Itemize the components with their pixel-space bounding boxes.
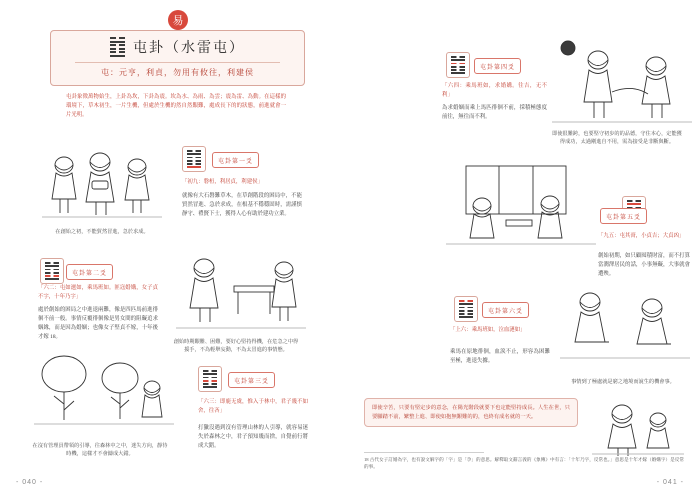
illustration-line6 bbox=[560, 278, 690, 370]
illustration-line2 bbox=[176, 250, 306, 340]
tag-line2: 屯卦第二爻 bbox=[66, 264, 113, 280]
hexagram-glyph-icon bbox=[110, 37, 125, 57]
judgement-line4: 「六四：乘馬班如，求婚媾。往吉，无不利」 bbox=[442, 83, 547, 98]
hexagram-line2-icon bbox=[40, 258, 64, 284]
footnote-18: 18 古代女子訂婚為字，也有說文解字的「字」是「孕」的意思。解釋取文辭言義的《象傳》中有言：「十年乃字，反常也。」意思是十年才嫁（婚媾字）是反常的事。 bbox=[364, 457, 684, 470]
body-line6: 乘馬在原地徘徊，血淚不止，形容為困難至極，進退失據。 bbox=[450, 349, 550, 364]
title-subtitle: 屯：元亨，利貞，勿用有攸往，利建侯 bbox=[101, 68, 254, 77]
body-line2: 處於創始的困局之中進退兩難，像是四匹馬前進徘徊不前一般。事情反覆徘徊像是男女間的阻礙追求姻緣，而是因為婚姻；也像女子堅貞不嫁，十年後才嫁 18。 bbox=[38, 307, 158, 340]
illustration-line3 bbox=[34, 352, 174, 438]
page-title: 屯卦（水雷屯） bbox=[133, 41, 245, 56]
caption-line1: 在創始之初，不能貿然冒進，急於求成。 bbox=[55, 229, 149, 235]
caption-line4: 即使很難跨，也要堅守初步的的品德，守住本心，定能獲得成功，太過剛進自不用，需為接受是非斷與斷。 bbox=[552, 131, 682, 146]
hexagram-title-card bbox=[50, 30, 305, 86]
judgement-line1: 「初九：磐桓，利居貞，利建侯」 bbox=[182, 179, 263, 185]
body-line5: 創始初期，如只顧囤積財富，而不打算當潤澤居民的話，小事無礙，大事就會遭殃。 bbox=[598, 253, 690, 277]
illustration-line1 bbox=[42, 145, 162, 225]
judgement-line5: 「九五：屯其膏，小貞吉；大貞凶」 bbox=[598, 233, 685, 239]
body-line4: 為求婚姻而乘上馬匹徘徊不前，採積極態度前往，無往而不利。 bbox=[442, 105, 547, 120]
hexagram-line3-icon bbox=[198, 366, 222, 392]
tag-line4: 屯卦第四爻 bbox=[474, 58, 521, 74]
page-right bbox=[350, 0, 700, 494]
caption-line2: 創始時期艱難、困難，要好心堅持得機，在危急之中得援手，不為輕舉妄動，不為太冒進的事情態。 bbox=[173, 339, 299, 354]
illustration-line5 bbox=[446, 158, 596, 254]
footnote-divider bbox=[364, 452, 484, 453]
illustration-closing bbox=[592, 396, 684, 458]
hexagram-line6-icon bbox=[454, 296, 478, 322]
body-line3: 打獵沒遇到沒有管理山林的人引導，就容易迷失於森林之中，君子預知幾而捨，自覺前行將成大錯。 bbox=[198, 425, 308, 449]
caption-line6: 事情到了極處就是窮之地境而說生的機會事。 bbox=[571, 379, 675, 385]
judgement-line6: 「上六：乘馬班如，泣血漣如」 bbox=[450, 327, 526, 333]
hexagram-line1-icon bbox=[182, 146, 206, 172]
closing-note: 即使辛苦，只要有堅定步的意念，在陽光階段就要下也定能堅持成長。人生在世，只要腳踏不前，繁整上進、即使如抱無艱難的的，也終有成名就的一天。 bbox=[364, 398, 578, 427]
tag-line6: 屯卦第六爻 bbox=[482, 302, 529, 318]
intro-paragraph: 屯卦象徵萬物始生，上卦為坎，下卦為震。坎為水、為雨、為雲；震為雷、為動。在這樣的環境下，草木初生，一片生機，但處於生機的然自然艱難，處成長下的的狀態，前進就會一片光明。 bbox=[66, 94, 286, 118]
caption-line3: 在沒有管理員帶領的引導，往森林中之中，迷失方向，靜待時機，這樣才不會鑄成大錯。 bbox=[32, 443, 168, 458]
hexagram-line4-icon bbox=[446, 52, 470, 78]
judgement-line2: 「六二：屯如邅如，乘馬班如。匪寇婚媾，女子貞不字，十年乃字」 bbox=[38, 285, 158, 300]
tag-line3: 屯卦第三爻 bbox=[228, 372, 275, 388]
title-divider bbox=[75, 62, 280, 63]
tag-line5: 屯卦第五爻 bbox=[600, 208, 647, 224]
folio-left: - 040 - bbox=[16, 479, 44, 486]
chapter-medallion: 易 bbox=[168, 10, 188, 30]
folio-right: - 041 - bbox=[656, 479, 684, 486]
illustration-line4 bbox=[552, 34, 692, 130]
judgement-line3: 「六三：即鹿无虞，惟入于林中，君子幾不如舍，往吝」 bbox=[198, 399, 308, 414]
body-line1: 就像有大石磐難草木，在草創階段的困局中，不能貿然冒進、急於求成，在根基不穩穩固時，需謹慎靜守、禮賢下士，獲得人心有助於建功立業。 bbox=[182, 193, 302, 217]
tag-line1: 屯卦第一爻 bbox=[212, 152, 259, 168]
